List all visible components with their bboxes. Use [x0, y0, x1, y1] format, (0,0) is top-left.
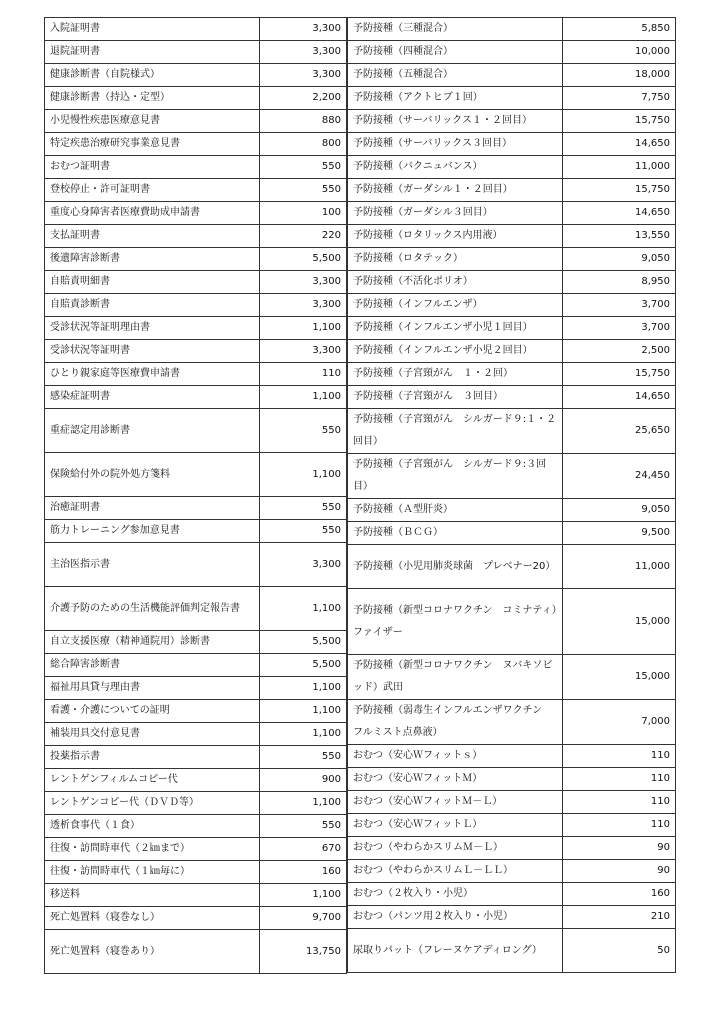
fee-item-label: 予防接種（サーバリックス３回目） [348, 133, 563, 156]
fee-item-label: 予防接種（インフルエンザ） [348, 294, 563, 317]
fee-item-label: 死亡処置料（寝巻あり） [45, 930, 260, 974]
fee-item-price: 13,750 [260, 930, 347, 974]
fee-item-price: 100 [260, 202, 347, 225]
fee-item-label: 予防接種（サーバリックス１・２回目） [348, 110, 563, 133]
fee-item-price: 90 [563, 837, 676, 860]
fee-item-price: 15,000 [563, 655, 676, 700]
right-fee-row [348, 814, 676, 837]
fee-item-label: 予防接種（弱毒生インフルエンザワクチン フルミスト点鼻液） [348, 700, 563, 745]
fee-item-price: 8,950 [563, 271, 676, 294]
left-fee-row [45, 677, 347, 700]
fee-item-label: 健康診断書（持込・定型） [45, 87, 260, 110]
fee-item-price: 2,500 [563, 340, 676, 363]
fee-item-price: 110 [563, 791, 676, 814]
left-fee-row [45, 64, 347, 87]
fee-item-label: 予防接種（子宮頸がん ３回目） [348, 386, 563, 409]
fee-item-label: おむつ（２枚入り・小児） [348, 883, 563, 906]
left-fee-row [45, 18, 347, 41]
fee-item-price: 5,500 [260, 631, 347, 654]
left-fee-row [45, 225, 347, 248]
fee-item-label: 受診状況等証明書 [45, 340, 260, 363]
fee-item-label: 小児慢性疾患医療意見書 [45, 110, 260, 133]
right-fee-row [348, 409, 676, 454]
right-fee-row [348, 860, 676, 883]
fee-item-price: 160 [563, 883, 676, 906]
fee-item-label: 受診状況等証明理由書 [45, 317, 260, 340]
left-fee-row [45, 769, 347, 792]
fee-item-label: 健康診断書（自院様式） [45, 64, 260, 87]
fee-item-label: 予防接種（Ａ型肝炎） [348, 499, 563, 522]
fee-item-price: 24,450 [563, 454, 676, 499]
left-fee-row [45, 907, 347, 930]
fee-table-container [44, 17, 674, 974]
fee-item-price: 1,100 [260, 792, 347, 815]
fee-item-price: 11,000 [563, 156, 676, 179]
right-fee-row [348, 156, 676, 179]
fee-item-price: 900 [260, 769, 347, 792]
fee-item-price: 110 [563, 745, 676, 768]
left-fee-row [45, 815, 347, 838]
right-fee-row [348, 18, 676, 41]
left-fee-row [45, 543, 347, 587]
right-fee-row [348, 768, 676, 791]
fee-item-price: 3,300 [260, 64, 347, 87]
left-fee-row [45, 110, 347, 133]
left-fee-row [45, 746, 347, 769]
fee-item-price: 1,100 [260, 700, 347, 723]
fee-item-price: 9,050 [563, 499, 676, 522]
fee-item-price: 15,750 [563, 363, 676, 386]
left-fee-table [44, 17, 347, 974]
right-fee-row [348, 179, 676, 202]
fee-item-label: 重症認定用診断書 [45, 409, 260, 453]
fee-item-price: 3,300 [260, 18, 347, 41]
left-fee-row [45, 723, 347, 746]
left-fee-table-body [45, 18, 347, 974]
fee-item-label: 往復・訪問時車代（１㎞毎に） [45, 861, 260, 884]
left-fee-row [45, 363, 347, 386]
fee-item-label: おむつ（安心ＷフィットＭ－Ｌ） [348, 791, 563, 814]
fee-item-price: 3,300 [260, 271, 347, 294]
fee-item-price: 880 [260, 110, 347, 133]
fee-item-price: 9,700 [260, 907, 347, 930]
fee-item-price: 110 [260, 363, 347, 386]
fee-item-label: 予防接種（バクニュバンス） [348, 156, 563, 179]
left-fee-row [45, 884, 347, 907]
fee-item-label: 予防接種（三種混合） [348, 18, 563, 41]
fee-item-price: 670 [260, 838, 347, 861]
fee-item-price: 1,100 [260, 723, 347, 746]
fee-item-label: 死亡処置料（寝巻なし） [45, 907, 260, 930]
fee-item-label: 往復・訪問時車代（２㎞まで） [45, 838, 260, 861]
left-fee-row [45, 792, 347, 815]
right-fee-row [348, 700, 676, 745]
fee-item-label: 治癒証明書 [45, 497, 260, 520]
fee-item-label: 予防接種（新型コロナワクチン ヌバキソビッド）武田 [348, 655, 563, 700]
right-fee-row [348, 64, 676, 87]
fee-item-price: 15,000 [563, 589, 676, 655]
fee-item-label: 筋力トレーニング参加意見書 [45, 520, 260, 543]
fee-item-price: 5,850 [563, 18, 676, 41]
fee-item-price: 5,500 [260, 248, 347, 271]
left-fee-row [45, 861, 347, 884]
left-fee-row [45, 41, 347, 64]
fee-item-label: 福祉用具貸与理由書 [45, 677, 260, 700]
fee-item-price: 160 [260, 861, 347, 884]
fee-item-label: おむつ（安心Ｗフィットｓ） [348, 745, 563, 768]
fee-item-label: 予防接種（ガーダシル１・２回目） [348, 179, 563, 202]
left-fee-row [45, 700, 347, 723]
fee-item-price: 110 [563, 768, 676, 791]
fee-item-price: 3,700 [563, 317, 676, 340]
fee-item-price: 5,500 [260, 654, 347, 677]
fee-item-label: 入院証明書 [45, 18, 260, 41]
fee-item-price: 550 [260, 156, 347, 179]
fee-item-price: 550 [260, 179, 347, 202]
fee-item-price: 3,300 [260, 340, 347, 363]
fee-item-label: おむつ（パンツ用２枚入り・小児） [348, 906, 563, 929]
left-fee-row [45, 631, 347, 654]
right-fee-row [348, 906, 676, 929]
fee-item-price: 3,300 [260, 41, 347, 64]
left-fee-row [45, 133, 347, 156]
fee-item-price: 1,100 [260, 884, 347, 907]
left-fee-row [45, 156, 347, 179]
fee-item-price: 14,650 [563, 133, 676, 156]
left-fee-row [45, 654, 347, 677]
right-fee-row [348, 110, 676, 133]
right-fee-row [348, 499, 676, 522]
left-fee-row [45, 520, 347, 543]
fee-item-price: 210 [563, 906, 676, 929]
right-fee-row [348, 294, 676, 317]
right-fee-row [348, 522, 676, 545]
left-fee-row [45, 202, 347, 225]
fee-item-label: 主治医指示書 [45, 543, 260, 587]
left-fee-row [45, 179, 347, 202]
fee-item-price: 7,000 [563, 700, 676, 745]
fee-item-label: 特定疾患治療研究事業意見書 [45, 133, 260, 156]
fee-item-label: 予防接種（四種混合） [348, 41, 563, 64]
left-fee-row [45, 409, 347, 453]
fee-item-price: 90 [563, 860, 676, 883]
left-fee-row [45, 340, 347, 363]
fee-item-price: 1,100 [260, 386, 347, 409]
right-fee-table [347, 17, 676, 973]
fee-item-label: 看護・介護についての証明 [45, 700, 260, 723]
fee-item-label: 予防接種（インフルエンザ小児２回目） [348, 340, 563, 363]
fee-item-label: 予防接種（子宮頸がん １・２回） [348, 363, 563, 386]
left-fee-row [45, 587, 347, 631]
fee-item-label: レントゲンフィルムコピー代 [45, 769, 260, 792]
fee-item-label: 予防接種（五種混合） [348, 64, 563, 87]
fee-item-price: 3,300 [260, 543, 347, 587]
right-fee-row [348, 41, 676, 64]
fee-item-label: 予防接種（小児用肺炎球菌 プレベナー20） [348, 545, 563, 589]
fee-item-price: 18,000 [563, 64, 676, 87]
right-fee-row [348, 202, 676, 225]
fee-item-label: おむつ（安心ＷフィットＭ） [348, 768, 563, 791]
fee-item-price: 220 [260, 225, 347, 248]
fee-item-label: 自立支援医療（精神通院用）診断書 [45, 631, 260, 654]
left-fee-row [45, 497, 347, 520]
left-fee-row [45, 386, 347, 409]
fee-item-price: 11,000 [563, 545, 676, 589]
right-fee-row [348, 791, 676, 814]
left-fee-row [45, 294, 347, 317]
fee-item-price: 110 [563, 814, 676, 837]
fee-item-label: 重度心身障害者医療費助成申請書 [45, 202, 260, 225]
fee-item-label: おむつ（やわらかスリムＭ－Ｌ） [348, 837, 563, 860]
fee-item-label: 自賠責明細書 [45, 271, 260, 294]
right-fee-row [348, 248, 676, 271]
fee-item-price: 9,500 [563, 522, 676, 545]
fee-item-label: 透析食事代（１食） [45, 815, 260, 838]
fee-item-price: 2,200 [260, 87, 347, 110]
fee-item-label: 予防接種（ロタリックス内用液） [348, 225, 563, 248]
fee-item-price: 550 [260, 520, 347, 543]
left-fee-row [45, 930, 347, 974]
left-fee-row [45, 271, 347, 294]
left-fee-row [45, 317, 347, 340]
fee-item-price: 550 [260, 815, 347, 838]
fee-item-price: 50 [563, 929, 676, 973]
fee-item-label: 自賠責診断書 [45, 294, 260, 317]
fee-item-price: 550 [260, 497, 347, 520]
fee-item-price: 13,550 [563, 225, 676, 248]
right-fee-row [348, 454, 676, 499]
fee-item-label: 予防接種（新型コロナワクチン コミナティ）ファイザー [348, 589, 563, 655]
fee-item-label: 保険給付外の院外処方箋料 [45, 453, 260, 497]
fee-item-label: 予防接種（インフルエンザ小児１回目） [348, 317, 563, 340]
right-fee-row [348, 317, 676, 340]
fee-item-label: 後遺障害診断書 [45, 248, 260, 271]
right-fee-row [348, 87, 676, 110]
fee-item-label: 移送料 [45, 884, 260, 907]
fee-item-label: 投薬指示書 [45, 746, 260, 769]
fee-item-label: おむつ証明書 [45, 156, 260, 179]
right-fee-row [348, 883, 676, 906]
fee-item-price: 3,700 [563, 294, 676, 317]
fee-item-label: 予防接種（子宮頸がん シルガード９:３回目） [348, 454, 563, 499]
fee-item-label: 退院証明書 [45, 41, 260, 64]
fee-item-price: 14,650 [563, 202, 676, 225]
fee-item-price: 550 [260, 409, 347, 453]
right-fee-row [348, 745, 676, 768]
left-fee-row [45, 87, 347, 110]
fee-item-price: 1,100 [260, 317, 347, 340]
right-fee-row [348, 655, 676, 700]
fee-item-label: 予防接種（ロタテック） [348, 248, 563, 271]
fee-item-price: 550 [260, 746, 347, 769]
fee-item-price: 7,750 [563, 87, 676, 110]
fee-item-label: 予防接種（ＢＣＧ） [348, 522, 563, 545]
right-fee-row [348, 929, 676, 973]
fee-item-price: 15,750 [563, 110, 676, 133]
fee-item-label: 総合障害診断書 [45, 654, 260, 677]
fee-item-price: 14,650 [563, 386, 676, 409]
fee-item-label: 予防接種（不活化ポリオ） [348, 271, 563, 294]
fee-item-price: 10,000 [563, 41, 676, 64]
fee-item-label: 予防接種（ガーダシル３回目） [348, 202, 563, 225]
fee-item-price: 15,750 [563, 179, 676, 202]
right-fee-row [348, 837, 676, 860]
fee-item-price: 1,100 [260, 453, 347, 497]
left-fee-row [45, 453, 347, 497]
fee-item-label: 支払証明書 [45, 225, 260, 248]
fee-item-price: 1,100 [260, 587, 347, 631]
left-fee-row [45, 248, 347, 271]
fee-item-label: 登校停止・許可証明書 [45, 179, 260, 202]
right-fee-row [348, 386, 676, 409]
right-fee-row [348, 363, 676, 386]
fee-item-price: 1,100 [260, 677, 347, 700]
fee-item-label: レントゲンコピー代（ＤＶＤ等） [45, 792, 260, 815]
left-fee-row [45, 838, 347, 861]
right-fee-row [348, 133, 676, 156]
fee-item-label: 介護予防のための生活機能評価判定報告書 [45, 587, 260, 631]
right-fee-row [348, 271, 676, 294]
fee-item-label: 補装用具交付意見書 [45, 723, 260, 746]
fee-item-label: おむつ（やわらかスリムＬ－ＬＬ） [348, 860, 563, 883]
fee-item-price: 3,300 [260, 294, 347, 317]
fee-item-label: 感染症証明書 [45, 386, 260, 409]
fee-item-label: 予防接種（子宮頸がん シルガード９:１・２回目） [348, 409, 563, 454]
fee-item-label: ひとり親家庭等医療費申請書 [45, 363, 260, 386]
fee-item-price: 25,650 [563, 409, 676, 454]
right-fee-row [348, 340, 676, 363]
right-fee-row [348, 545, 676, 589]
right-fee-row [348, 589, 676, 655]
fee-item-price: 800 [260, 133, 347, 156]
fee-item-label: おむつ（安心ＷフィットＬ） [348, 814, 563, 837]
fee-item-price: 9,050 [563, 248, 676, 271]
right-fee-table-body [348, 18, 676, 973]
fee-item-label: 尿取りパット（フレーヌケアディロング） [348, 929, 563, 973]
fee-item-label: 予防接種（アクトヒブ１回） [348, 87, 563, 110]
right-fee-row [348, 225, 676, 248]
